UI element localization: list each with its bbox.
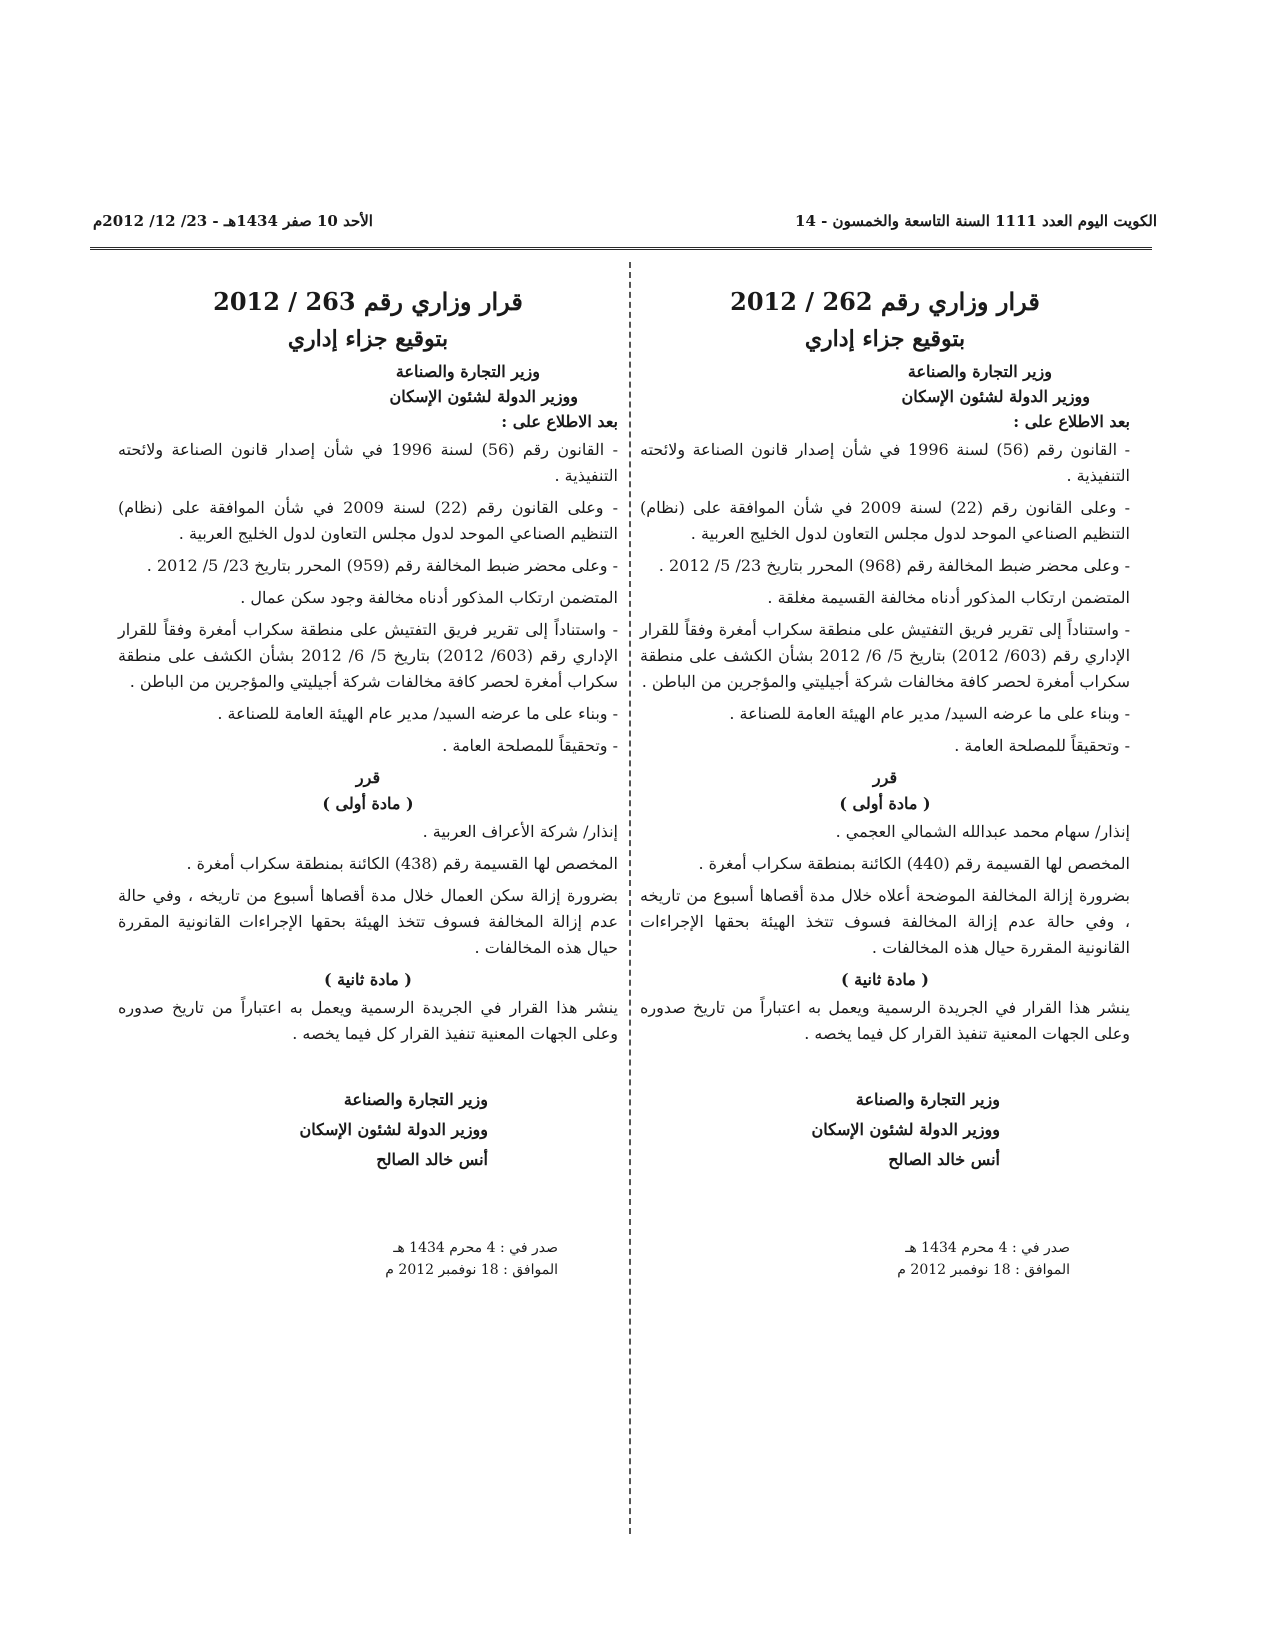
article-paragraph: إنذار/ شركة الأعراف العربية . [422,822,618,841]
signature-title: وزير التجارة والصناعة [343,1090,488,1109]
column-divider [629,262,631,1534]
preamble-paragraph: - وبناء على ما عرضه السيد/ مدير عام الهيئة العامة للصناعة . [217,704,618,723]
decided-heading: قرر [872,768,898,787]
decree-263-column [118,283,618,1281]
decree-262-column [640,283,1130,1281]
issued-gregorian: الموافق : 18 نوفمبر 2012 م [385,1262,558,1278]
issued-hijri: صدر في : 4 محرم 1434 هـ [393,1240,558,1256]
article-1-heading: ( مادة أولى ) [839,794,931,813]
preamble-paragraph: - القانون رقم (56) لسنة 1996 في شأن إصدار قانون الصناعة ولائحته التنفيذية . [640,440,1131,485]
issuing-authority: وزير التجارة والصناعة [907,362,1052,381]
issued-hijri: صدر في : 4 محرم 1434 هـ [905,1240,1070,1256]
preamble-paragraph: - وتحقيقاً للمصلحة العامة . [442,736,618,755]
decree-subtitle: بتوقيع جزاء إداري [287,326,449,352]
after-review-heading: بعد الاطلاع على : [501,412,618,431]
article-paragraph: المخصص لها القسيمة رقم (440) الكائنة بمنطقة سكراب أمغرة . [698,854,1130,873]
signature-title-2: ووزير الدولة لشئون الإسكان [811,1120,1000,1139]
article-paragraph: بضرورة إزالة سكن العمال خلال مدة أقصاها أسبوع من تاريخه ، وفي حالة عدم إزالة المخالفة فسوف تتخذ الهيئة بحقها الإجراءات القانونية المقررة حيال هذه المخالفات . [118,886,618,957]
article-paragraph: إنذار/ سهام محمد عبدالله الشمالي العجمي . [835,822,1130,841]
page-header-date: الأحد 10 صفر 1434هـ - 23/ 12/ 2012م [93,212,373,230]
decree-title: قرار وزاري رقم 263 / 2012 [213,287,523,316]
article-2-heading: ( مادة ثانية ) [841,970,929,989]
article-paragraph: ينشر هذا القرار في الجريدة الرسمية ويعمل به اعتباراً من تاريخ صدوره وعلى الجهات المعنية تنفيذ القرار كل فيما يخصه . [118,998,618,1043]
signature-title: وزير التجارة والصناعة [855,1090,1000,1109]
decided-heading: قرر [355,768,381,787]
issuing-authority-2: ووزير الدولة لشئون الإسكان [901,387,1090,406]
signature-name: أنس خالد الصالح [376,1150,488,1169]
preamble-paragraph: - القانون رقم (56) لسنة 1996 في شأن إصدار قانون الصناعة ولائحته التنفيذية . [118,440,619,485]
article-1-heading: ( مادة أولى ) [322,794,414,813]
preamble-paragraph: المتضمن ارتكاب المذكور أدناه مخالفة وجود سكن عمال . [240,588,618,607]
preamble-paragraph: - وبناء على ما عرضه السيد/ مدير عام الهيئة العامة للصناعة . [729,704,1130,723]
header-divider [90,247,1152,250]
preamble-paragraph: - واستناداً إلى تقرير فريق التفتيش على منطقة سكراب أمغرة وفقاً للقرار الإداري رقم (603/ 2012) بتاريخ 5/ 6/ 2012 بشأن الكشف على منطقة سكراب أمغرة لحصر كافة مخالفات شركة أجيليتي والمؤجرين من الباطن . [640,620,1131,691]
preamble-paragraph: - وعلى محضر ضبط المخالفة رقم (959) المحرر بتاريخ 23/ 5/ 2012 . [146,556,618,575]
signature-title-2: ووزير الدولة لشئون الإسكان [299,1120,488,1139]
page-header-issue: الكويت اليوم العدد 1111 السنة التاسعة والخمسون - 14 [795,212,1157,230]
issued-date-block [640,1237,1130,1281]
decree-subtitle: بتوقيع جزاء إداري [804,326,966,352]
signature-block [118,1085,618,1175]
article-paragraph: ينشر هذا القرار في الجريدة الرسمية ويعمل به اعتباراً من تاريخ صدوره وعلى الجهات المعنية تنفيذ القرار كل فيما يخصه . [640,998,1130,1043]
preamble-paragraph: - وعلى القانون رقم (22) لسنة 2009 في شأن الموافقة على (نظام) التنظيم الصناعي الموحد لدول مجلس التعاون لدول الخليج العربية . [640,498,1131,543]
signature-block [640,1085,1130,1175]
preamble-paragraph: - وعلى القانون رقم (22) لسنة 2009 في شأن الموافقة على (نظام) التنظيم الصناعي الموحد لدول مجلس التعاون لدول الخليج العربية . [118,498,618,543]
issuing-authority-2: ووزير الدولة لشئون الإسكان [389,387,578,406]
after-review-heading: بعد الاطلاع على : [1013,412,1130,431]
article-paragraph: المخصص لها القسيمة رقم (438) الكائنة بمنطقة سكراب أمغرة . [186,854,618,873]
preamble-paragraph: - وعلى محضر ضبط المخالفة رقم (968) المحرر بتاريخ 23/ 5/ 2012 . [658,556,1130,575]
issued-gregorian: الموافق : 18 نوفمبر 2012 م [897,1262,1070,1278]
issued-date-block [118,1237,618,1281]
article-2-heading: ( مادة ثانية ) [324,970,412,989]
signature-name: أنس خالد الصالح [888,1150,1000,1169]
preamble-paragraph: - واستناداً إلى تقرير فريق التفتيش على منطقة سكراب أمغرة وفقاً للقرار الإداري رقم (603/ 2012) بتاريخ 5/ 6/ 2012 بشأن الكشف على منطقة سكراب أمغرة لحصر كافة مخالفات شركة أجيليتي والمؤجرين من الباطن . [118,620,619,691]
decree-title: قرار وزاري رقم 262 / 2012 [730,287,1040,316]
preamble-paragraph: المتضمن ارتكاب المذكور أدناه مخالفة القسيمة مغلقة . [767,588,1130,607]
issuing-authority: وزير التجارة والصناعة [395,362,540,381]
article-paragraph: بضرورة إزالة المخالفة الموضحة أعلاه خلال مدة أقصاها أسبوع من تاريخه ، وفي حالة عدم إزالة المخالفة فسوف تتخذ الهيئة بحقها الإجراءات القانونية المقررة حيال هذه المخالفات . [640,886,1131,957]
preamble-paragraph: - وتحقيقاً للمصلحة العامة . [954,736,1130,755]
